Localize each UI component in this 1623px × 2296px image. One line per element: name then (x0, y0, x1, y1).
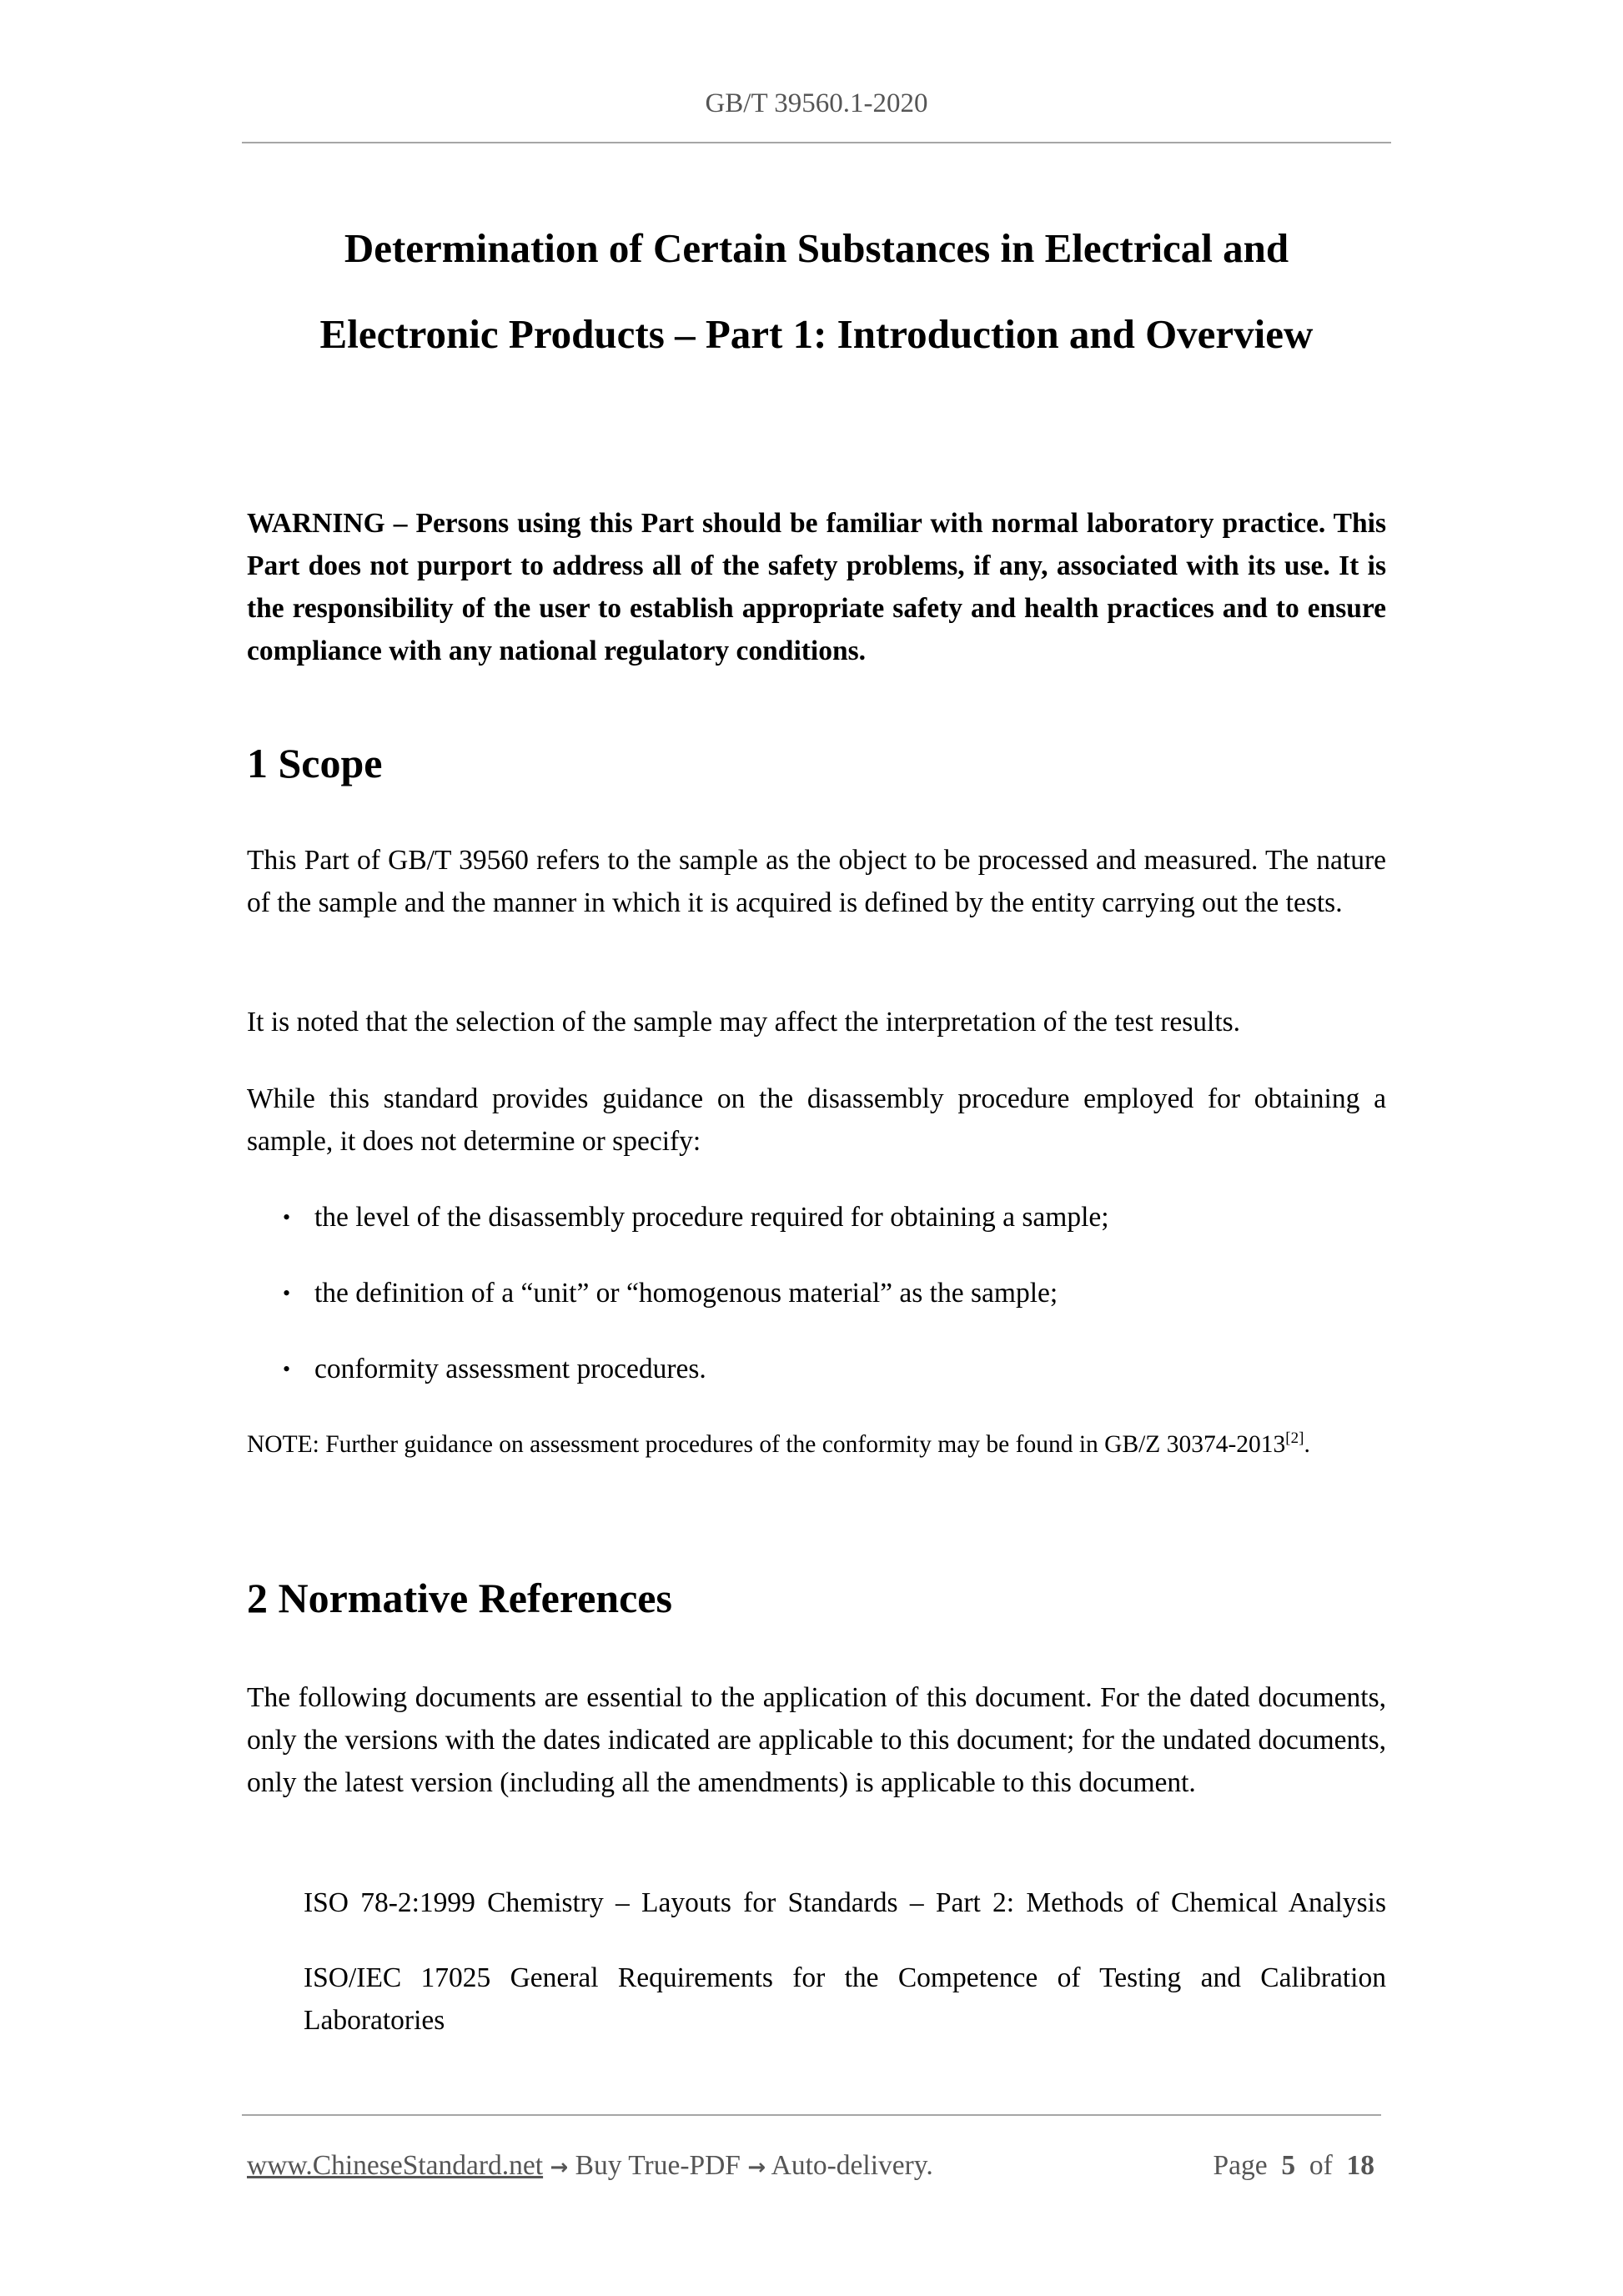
section-heading-scope: 1 Scope (247, 740, 383, 786)
scope-paragraph-3: While this standard provides guidance on the disassembly procedure employed for obtaining a sample, it does not determine or specify: (247, 1083, 1386, 1157)
reference-item: ISO 78-2:1999 Chemistry – Layouts for Standards – Part 2: Methods of Chemical Analysis (304, 1887, 1386, 1918)
auto-delivery-text: Auto-delivery. (771, 2150, 933, 2181)
footer-divider (242, 2114, 1381, 2116)
page-current: 5 (1281, 2150, 1296, 2181)
list-item-text: the definition of a “unit” or “homogenous material” as the sample; (314, 1278, 1058, 1309)
website-link[interactable]: www.ChineseStandard.net (247, 2150, 544, 2181)
scope-paragraph-2: It is noted that the selection of the sample may affect the interpretation of the test results. (247, 1007, 1241, 1037)
page-total: 18 (1346, 2150, 1374, 2181)
reference-item: ISO/IEC 17025 General Requirements for the Competence of Testing and Calibration Laboratories (304, 1962, 1386, 2036)
note-end: . (1304, 1431, 1310, 1458)
bullet-icon: • (283, 1357, 291, 1381)
bullet-icon: • (283, 1205, 291, 1229)
title-line-2: Electronic Products – Part 1: Introduction and Overview (319, 311, 1314, 357)
bullet-icon: • (283, 1281, 291, 1305)
warning-notice: WARNING – Persons using this Part should be familiar with normal laboratory practice. This Part does not purport to address all of the safety problems, if any, associated with its use. It is the responsibility of the user to establish appropriate safety and health practices and to ensure compliance with any national regulatory conditions. (247, 508, 1386, 666)
title-line-1: Determination of Certain Substances in Electrical and (344, 225, 1289, 271)
running-header: GB/T 39560.1-2020 (705, 88, 928, 118)
header-divider (242, 142, 1391, 143)
note-text: NOTE: Further guidance on assessment procedures of the conformity may be found in GB/Z 30374-2013 (247, 1431, 1286, 1458)
normative-references-paragraph: The following documents are essential to the application of this document. For the dated documents, only the versions with the dates indicated are applicable to this document; for the undated documents, only the latest version (including all the amendments) is applicable to this document. (247, 1682, 1386, 1798)
page-of-label: of (1309, 2150, 1333, 2181)
list-item-text: the level of the disassembly procedure required for obtaining a sample; (314, 1202, 1109, 1233)
arrow-right-icon: → (550, 2155, 569, 2180)
section-heading-normative-references: 2 Normative References (247, 1575, 672, 1621)
scope-paragraph-1: This Part of GB/T 39560 refers to the sample as the object to be processed and measured. The nature of the sample and the manner in which it is acquired is defined by the entity carrying out the tests. (247, 845, 1386, 918)
list-item-text: conformity assessment procedures. (314, 1354, 706, 1384)
page-number (1213, 2148, 1374, 2184)
page-label: Page (1213, 2150, 1268, 2181)
scope-note (247, 1424, 1386, 1466)
document-title (242, 205, 1391, 377)
buy-pdf-text: Buy True-PDF (575, 2150, 741, 2181)
citation-link[interactable]: [2] (1285, 1429, 1304, 1447)
arrow-right-icon: → (747, 2155, 766, 2180)
page-footer (247, 2148, 1381, 2186)
